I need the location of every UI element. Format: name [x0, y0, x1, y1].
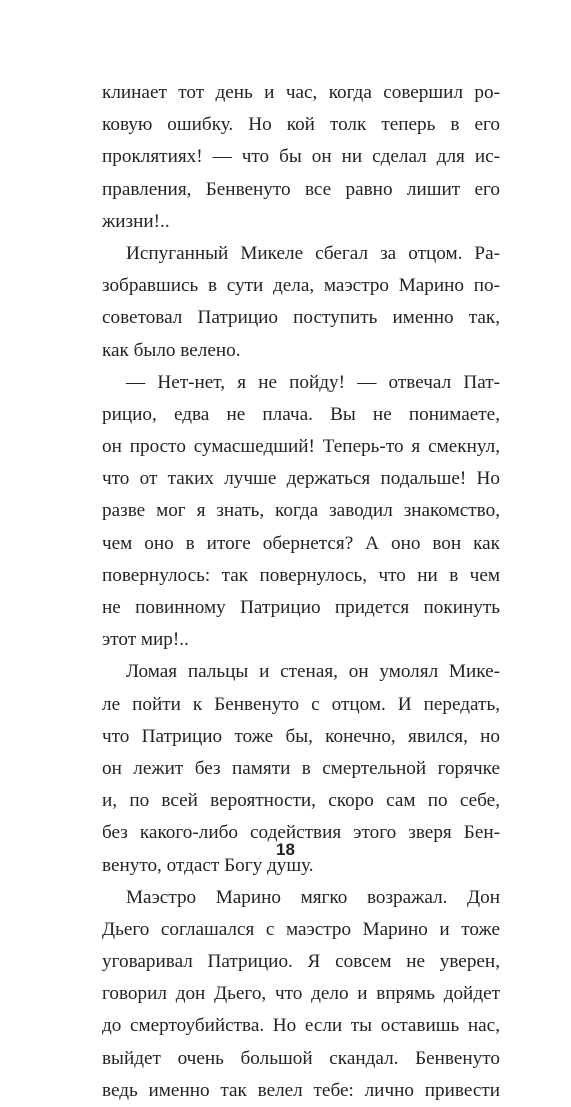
text-line: зобравшись в сути дела, маэстро Марино по-	[102, 275, 500, 297]
text-line: как было велено.	[102, 339, 241, 361]
text-line: жизни!..	[102, 210, 170, 232]
text-line: что от таких лучше держаться подальше! Но	[102, 468, 500, 490]
text-line: говорил дон Дьего, что дело и впрямь дойдет	[102, 983, 500, 1005]
text-line: советовал Патрицио поступить именно так,	[102, 307, 500, 329]
text-line: без какого-либо содействия этого зверя Бен-	[102, 822, 500, 844]
text-line: рицио, едва не плача. Вы не понимаете,	[102, 403, 500, 425]
text-line: выйдет очень большой скандал. Бенвенуто	[102, 1047, 500, 1069]
text-line: разве мог я знать, когда заводил знакомство,	[102, 500, 500, 522]
text-line: чем оно в итоге обернется? А оно вон как	[102, 532, 500, 554]
text-line: и, по всей вероятности, скоро сам по себе,	[102, 790, 500, 812]
text-line: что Патрицио тоже бы, конечно, явился, но	[102, 725, 500, 747]
text-line: уговаривал Патрицио. Я совсем не уверен,	[102, 951, 500, 973]
text-line: правления, Бенвенуто все равно лишит его	[102, 178, 500, 200]
page-number: 18	[276, 840, 295, 859]
text-line: венуто, отдаст Богу душу.	[102, 854, 314, 876]
text-line: — Нет-нет, я не пойду! — отвечал Пат-	[126, 371, 500, 393]
text-line: этот мир!..	[102, 629, 189, 651]
text-line: клинает тот день и час, когда совершил ро-	[102, 82, 500, 103]
text-line: Испуганный Микеле сбегал за отцом. Ра-	[126, 242, 500, 264]
text-line: не повинному Патрицио придется покинуть	[102, 597, 500, 618]
text-line: до смертоубийства. Но если ты оставишь нас,	[102, 1015, 500, 1037]
text-line: Ломая пальцы и стеная, он умолял Мике-	[126, 661, 500, 683]
text-line: повернулось: так повернулось, что ни в чем	[102, 564, 500, 586]
text-line: Маэстро Марино мягко возражал. Дон	[126, 886, 500, 908]
body-text	[102, 77, 500, 1107]
text-line: Дьего соглашался с маэстро Марино и тоже	[102, 918, 500, 940]
text-line: ле пойти к Бенвенуто с отцом. И передать,	[102, 693, 500, 715]
text-line: ведь именно так велел тебе: лично привести	[102, 1079, 500, 1101]
text-line: он лежит без памяти в смертельной горячке	[102, 757, 500, 779]
text-line: он просто сумасшедший! Теперь-то я смекнул,	[102, 436, 500, 458]
text-line: проклятиях! — что бы он ни сделал для ис-	[102, 146, 500, 168]
text-line: ковую ошибку. Но кой толк теперь в его	[102, 114, 500, 136]
